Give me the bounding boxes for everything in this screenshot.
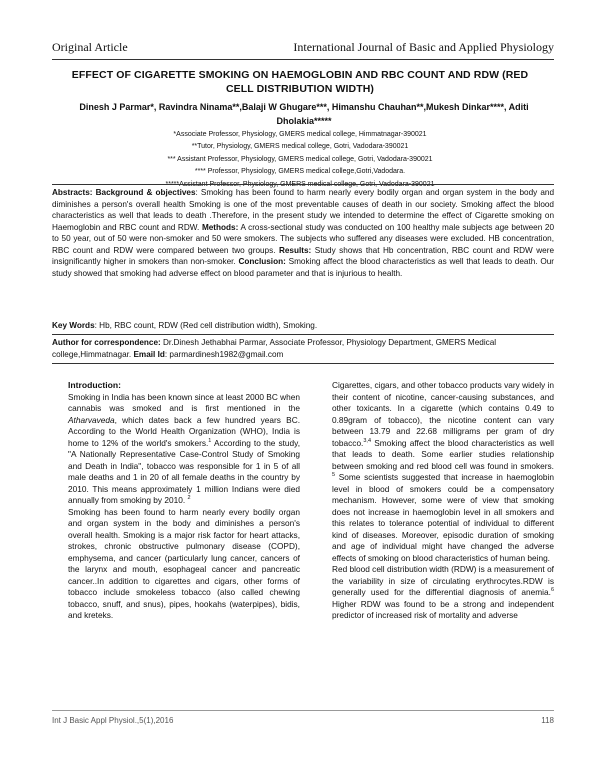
affiliation-5: *****Assistant Professor, Physiology, GMERS medical college, Gotri, Vadodara-390021 (165, 180, 435, 188)
correspondence-label: Author for correspondence: (52, 338, 161, 347)
citation-ref: 1 (208, 437, 212, 444)
author-list: Dinesh J Parmar*, Ravindra Ninama**,Balaji W Ghugare***, Himanshu Chauhan**,Mukesh Dinkar****, Aditi Dholakia***** (79, 102, 529, 126)
paragraph-3 (332, 380, 554, 564)
body-column-left (68, 380, 300, 622)
p3-text-b: Smoking affect the blood characteristics as well that leads to death. Some earlier studies relationship between smoking and red blood cell was found in smokers. (332, 437, 554, 471)
keywords-label: Key Words (52, 321, 95, 330)
page-footer (52, 710, 554, 725)
citation-ref: 5 (332, 472, 336, 479)
p3-text-a: Cigarettes, cigars, and other tobacco products vary widely in their content of nicotine, cancer-causing substances, and other toxicants. In a cigarette (which contains 0.49 to 0.89gram of tobacco), the nicotine content can vary between 13.79 and 22.68 milligrams per gram of dry tobacco. (332, 380, 554, 448)
p4-text-a: Red blood cell distribution width (RDW) is a measurement of the variability in size of circulating erythrocytes.RDW is generally used for the differential diagnosis of anemia. (332, 564, 554, 597)
background-text: : Smoking has been found to harm nearly every bodily organ and organ system in the body and diminishes a person's overall health Smoking is one of the most preventable causes of death in our society. Smoking affect the blood characteristics as well that leads to death .Therefore, in the present study we intended to determine the effect of Cigarette smoking on Haemoglobin and RBC count and RDW. (52, 188, 555, 232)
p1-italic: Atharvaveda (68, 414, 115, 425)
journal-citation: Int J Basic Appl Physiol.,5(1),2016 (52, 716, 174, 725)
background-label: Background & objectives (95, 188, 196, 197)
affiliation-1: *Associate Professor, Physiology, GMERS medical college, Himmatnagar-390021 (173, 131, 427, 138)
affiliations (80, 129, 520, 191)
page-number: 118 (541, 716, 554, 725)
paragraph-2: Smoking has been found to harm nearly every bodily organ and organ system in the body and diminishes a person's overall health. Smoking is a major risk factor for heart attacks, strokes, chronic obstructive pulmonary disease (COPD), emphysema, and cancer (particularly lung cancer, cancers of the larynx and mouth, esophageal cancer and pancreatic cancer..In addition to cigarettes and cigars, other forms of tobacco include smokeless tobacco (also called chewing tobacco, snuff, and snus), pipes, hookahs (waterpipes), bidis, and kreteks. (68, 506, 300, 620)
affiliation-4: **** Professor, Physiology, GMERS medical college,Gotri,Vadodara. (194, 168, 406, 176)
article-type: Original Article (52, 40, 128, 54)
affiliation-3: *** Assistant Professor, Physiology, GMERS medical college, Gotri, Vadodara-390021 (167, 155, 433, 163)
citation-ref: 6 (550, 587, 554, 594)
p1-text-b: , which dates back a few hundred years BC. According to the World Health Organization (WHO), India is home to 12% of the world's smokers. (68, 414, 300, 448)
running-header (52, 40, 554, 60)
article-title: EFFECT OF CIGARETTE SMOKING ON HAEMOGLOBIN AND RBC COUNT AND RDW (RED CELL DISTRIBUTION WIDTH) (71, 69, 529, 95)
conclusion-text: Smoking affect the blood characteristics as well that leads to death. Our study showed that smoking had adverse effect on blood parameter and that is injurious to health. (52, 257, 554, 278)
results-text: Study shows that Hb concentration, RBC count and RDW were insignificantly higher in smokers than non-smoker. (52, 245, 554, 266)
abstract-label: Abstracts: (52, 188, 93, 197)
journal-name: International Journal of Basic and Applied Physiology (293, 40, 554, 54)
p4-text-b: Higher RDW was found to be a strong and independent predictor of increased risk of mortality and adverse (332, 598, 554, 620)
p1-text-c: According to the study, "A Nationally Representative Case-Control Study of Smoking and Death in India", tobacco was responsible for 1 in 5 of all male deaths and 1 in 20 of all female deaths in the country by 2010. This means approximately 1 million Indians were died annually from smoking by 2010. (68, 437, 300, 505)
results-label: Results: (278, 245, 312, 255)
abstract (52, 184, 554, 279)
body-column-right (332, 380, 554, 622)
p1-text-a: Smoking in India has been known since at least 2000 BC when cannabis was smoked and is first mentioned in the (68, 391, 300, 413)
citation-ref: 3,4 (363, 437, 372, 444)
affiliation-2: **Tutor, Physiology, GMERS medical college, Gotri, Vadodara-390021 (191, 143, 409, 151)
citation-ref: 2 (187, 495, 191, 502)
keywords (52, 320, 554, 335)
keywords-text: : Hb, RBC count, RDW (Red cell distribution width), Smoking. (94, 321, 318, 330)
introduction-heading: Introduction: (68, 380, 121, 390)
methods-text: A cross-sectional study was conducted on 100 healthy male subjects age between 20 to 50 year, out of 50 were non-smoker and 50 were smokers. The subjects who suffered any diseases were excluded. HB concentration, RBC count and RDW were compared between two groups. (52, 222, 554, 255)
correspondence-text: Dr.Dinesh Jethabhai Parmar, Associate Professor, Physiology Department, GMERS Medical college,Himmatnagar. (52, 338, 497, 359)
paragraph-1 (68, 392, 300, 507)
methods-label: Methods: (201, 222, 239, 232)
email-label: Email Id (133, 349, 165, 359)
p3-text-c: Some scientists suggested that increase in haemoglobin level in blood of smokers could be a compensatory mechanism. However, some were of view that smoking does not increase in haemoglobin level in all smokers and this relates to tolerance potential of individual to different kind of diseases. Moreover, episodic duration of smoking and age of individual might have changed the adverse effects of smoking on blood characteristics of human being. (332, 472, 554, 563)
correspondence (52, 337, 554, 364)
email-address: : parmardinesh1982@gmail.com (164, 349, 284, 359)
conclusion-label: Conclusion: (238, 257, 286, 266)
paragraph-4 (332, 564, 554, 622)
